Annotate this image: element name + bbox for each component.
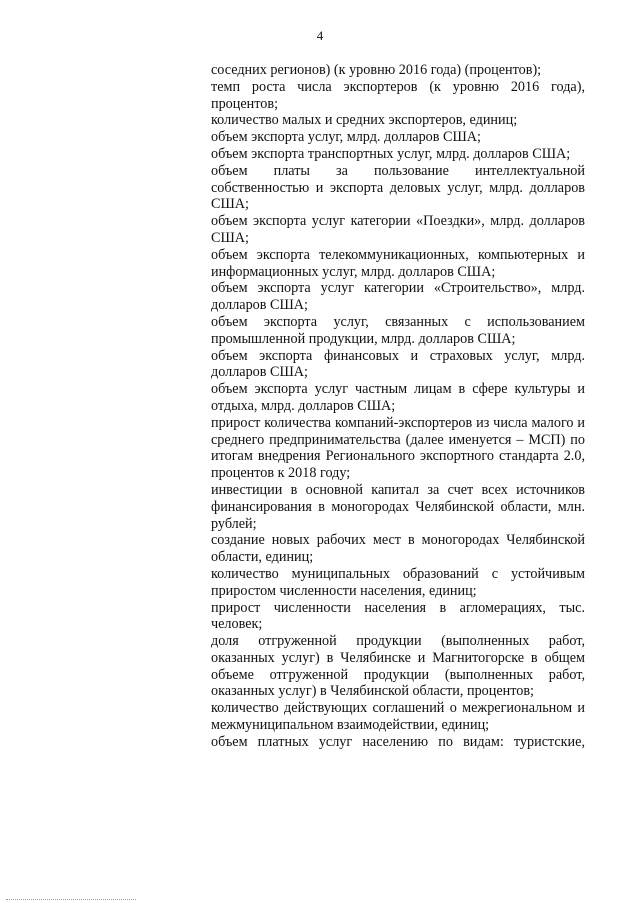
scan-footer-mark xyxy=(6,899,136,902)
list-item: количество муниципальных образований с устойчивым приростом численности населения, единиц; xyxy=(211,565,585,599)
list-item: количество малых и средних экспортеров, единиц; xyxy=(211,112,518,129)
page-number: 4 xyxy=(316,28,324,43)
list-item: количество действующих соглашений о межрегиональном и межмуниципальном взаимодействии, единиц; xyxy=(211,700,585,734)
list-item: объем экспорта услуг, связанных с использованием промышленной продукции, млрд. долларов США; xyxy=(211,313,585,347)
list-item: объем экспорта телекоммуникационных, компьютерных и информационных услуг, млрд. долларов США; xyxy=(211,246,585,280)
list-item: инвестиции в основной капитал за счет всех источников финансирования в моногородах Челябинской области, млн. рублей; xyxy=(211,481,585,532)
list-item: создание новых рабочих мест в моногородах Челябинской области, единиц; xyxy=(211,532,585,566)
list-item: объем экспорта услуг категории «Поездки», млрд. долларов США; xyxy=(211,213,585,246)
list-item: объем платы за пользование интеллектуальной собственностью и экспорта деловых услуг, млрд. долларов США; xyxy=(211,162,585,213)
list-item: прирост численности населения в агломерациях, тыс. человек; xyxy=(211,599,585,633)
list-item: прирост количества компаний-экспортеров из числа малого и среднего предпринимательства (далее именуется – МСП) по итогам внедрения Регионального экспортного стандарта 2.0, процентов к 2018 году; xyxy=(211,414,585,482)
list-item: доля отгруженной продукции (выполненных работ, оказанных услуг) в Челябинске и Магнитогорске в общем объеме отгруженной продукции (выполненных работ, оказанных услуг) в Челябинской области, процентов; xyxy=(211,633,585,700)
list-item: объем экспорта услуг частным лицам в сфере культуры и отдыха, млрд. долларов США; xyxy=(211,381,585,414)
list-item: темп роста числа экспортеров (к уровню 2016 года), процентов; xyxy=(211,78,585,112)
document-body xyxy=(211,62,585,751)
list-item: объем экспорта услуг категории «Строительство», млрд. долларов США; xyxy=(211,280,585,314)
list-item: объем экспорта финансовых и страховых услуг, млрд. долларов США; xyxy=(211,347,585,381)
list-item: объем платных услуг населению по видам: туристские, xyxy=(211,733,585,750)
list-item: соседних регионов) (к уровню 2016 года) (процентов); xyxy=(211,62,542,78)
list-item: объем экспорта услуг, млрд. долларов США; xyxy=(211,129,481,146)
list-item: объем экспорта транспортных услуг, млрд. долларов США; xyxy=(211,145,571,162)
